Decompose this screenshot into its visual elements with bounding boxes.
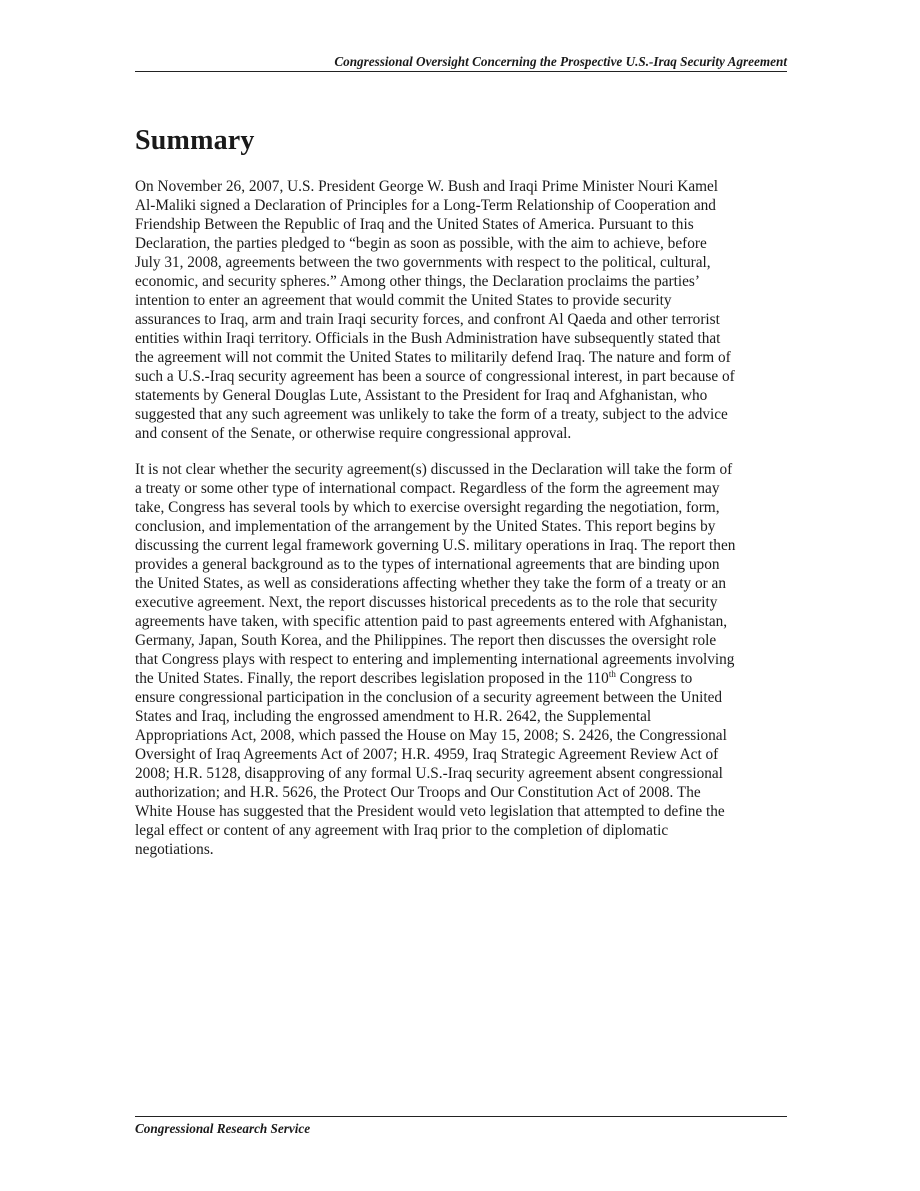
section-heading: Summary: [135, 125, 255, 156]
text-line: conclusion, and implementation of the arrangement by the United States. This report begins by: [135, 518, 716, 535]
text-line: Declaration, the parties pledged to “begin as soon as possible, with the aim to achieve, before: [135, 235, 707, 252]
text-line: that Congress plays with respect to entering and implementing international agreements involving: [135, 651, 735, 668]
text-line: Al-Maliki signed a Declaration of Principles for a Long-Term Relationship of Cooperation and: [135, 197, 716, 214]
footer-publisher: Congressional Research Service: [135, 1121, 311, 1136]
text-line: a treaty or some other type of international compact. Regardless of the form the agreement may: [135, 480, 720, 497]
text-line: ensure congressional participation in the conclusion of a security agreement between the United: [135, 689, 723, 706]
text-line: authorization; and H.R. 5626, the Protect Our Troops and Our Constitution Act of 2008. The: [135, 784, 701, 801]
text-line: Appropriations Act, 2008, which passed the House on May 15, 2008; S. 2426, the Congressional: [135, 727, 727, 744]
text-line: the agreement will not commit the United States to militarily defend Iraq. The nature and form of: [135, 349, 731, 366]
ordinal-superscript: th: [608, 669, 616, 679]
text-fragment: the United States. Finally, the report describes legislation proposed in the 110: [135, 670, 609, 687]
text-line: Germany, Japan, South Korea, and the Philippines. The report then discusses the oversight role: [135, 632, 717, 649]
text-line: negotiations.: [135, 841, 214, 858]
text-line: White House has suggested that the President would veto legislation that attempted to define the: [135, 803, 725, 820]
text-line: such a U.S.-Iraq security agreement has been a source of congressional interest, in part because of: [135, 368, 735, 385]
text-line: agreements have taken, with specific attention paid to past agreements entered with Afghanistan,: [135, 613, 728, 630]
summary-paragraph-2: [135, 460, 787, 859]
text-line: the United States, as well as considerations affecting whether they take the form of a treaty or an: [135, 575, 726, 592]
text-line: Friendship Between the Republic of Iraq and the United States of America. Pursuant to this: [135, 216, 694, 233]
text-line: discussing the current legal framework governing U.S. military operations in Iraq. The report then: [135, 537, 736, 554]
text-line: July 31, 2008, agreements between the two governments with respect to the political, cultural,: [135, 254, 711, 271]
text-line: economic, and security spheres.” Among other things, the Declaration proclaims the parties’: [135, 273, 700, 290]
summary-body: [135, 177, 787, 876]
text-line: assurances to Iraq, arm and train Iraqi security forces, and confront Al Qaeda and other terrorist: [135, 311, 720, 328]
text-line: 2008; H.R. 5128, disapproving of any formal U.S.-Iraq security agreement absent congressional: [135, 765, 723, 782]
text-line: On November 26, 2007, U.S. President George W. Bush and Iraqi Prime Minister Nouri Kamel: [135, 178, 719, 195]
running-header: [135, 54, 787, 72]
text-fragment: Congress to: [615, 670, 693, 687]
text-line: and consent of the Senate, or otherwise require congressional approval.: [135, 425, 572, 442]
text-line: statements by General Douglas Lute, Assistant to the President for Iraq and Afghanistan, who: [135, 387, 708, 404]
text-line: executive agreement. Next, the report discusses historical precedents as to the role that security: [135, 594, 718, 611]
text-line: take, Congress has several tools by which to exercise oversight regarding the negotiation, form,: [135, 499, 720, 516]
text-line-with-superscript: [135, 669, 787, 688]
running-footer: [135, 1116, 787, 1137]
text-line: suggested that any such agreement was unlikely to take the form of a treaty, subject to the advice: [135, 406, 728, 423]
text-line: legal effect or content of any agreement with Iraq prior to the completion of diplomatic: [135, 822, 669, 839]
text-line: provides a general background as to the types of international agreements that are binding upon: [135, 556, 720, 573]
text-line: States and Iraq, including the engrossed amendment to H.R. 2642, the Supplemental: [135, 708, 652, 725]
text-line: intention to enter an agreement that would commit the United States to provide security: [135, 292, 672, 309]
running-header-title: Congressional Oversight Concerning the Prospective U.S.-Iraq Security Agreement: [334, 54, 787, 69]
text-line: entities within Iraqi territory. Officials in the Bush Administration have subsequently stated that: [135, 330, 721, 347]
summary-paragraph-1: [135, 177, 787, 443]
text-line: Oversight of Iraq Agreements Act of 2007; H.R. 4959, Iraq Strategic Agreement Review Act of: [135, 746, 719, 763]
text-line: It is not clear whether the security agreement(s) discussed in the Declaration will take the form of: [135, 461, 733, 478]
